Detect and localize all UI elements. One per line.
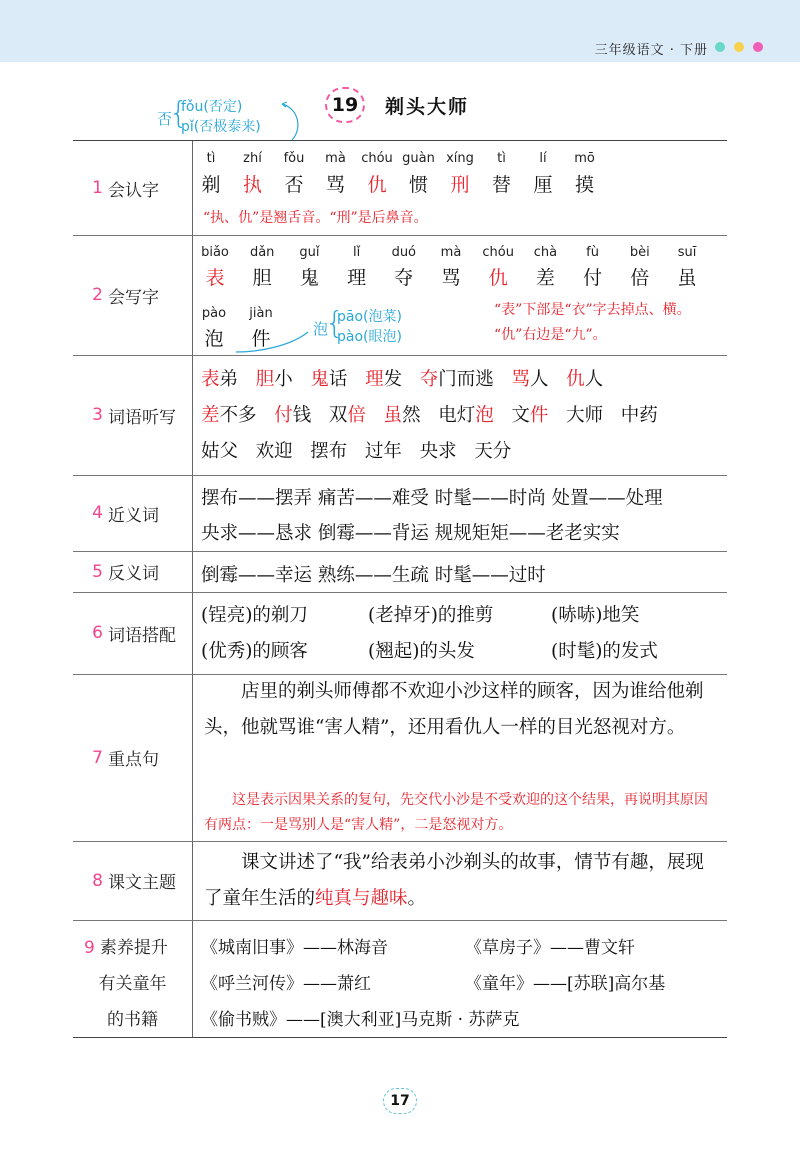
section-7-label (73, 674, 192, 841)
collocation-item: (翘起)的头发 (368, 641, 475, 662)
section-number: 9 (84, 938, 95, 958)
dictation-segment: 泡 (475, 405, 494, 426)
dictation-segment (257, 405, 275, 426)
study-table (73, 140, 727, 1038)
dictation-segment: 门而逃 (438, 369, 494, 390)
key-sentence-note: 这是表示因果关系的复句，先交代小沙是不受欢迎的这个结果，再说明其原因有两点：一是骂别人是“害人精”，二是怒视对方。 (204, 792, 708, 833)
section-number: 6 (92, 623, 103, 643)
polyphone-reading-1: fǒu(否定) (181, 99, 243, 115)
polyphone-reading-1: pāo(泡菜) (337, 309, 402, 325)
dictation-segment (366, 405, 384, 426)
recognize-pinyin: mà (325, 151, 346, 166)
dictation-segment: 钱 (292, 405, 312, 426)
dictation-segment: 件 (529, 405, 549, 426)
collocation-item: (老掉牙)的推剪 (368, 605, 494, 626)
polyphone-reading-2: pǐ(否极泰来) (181, 119, 261, 135)
write-pinyin: pào (201, 306, 227, 321)
write-pinyin: guǐ (299, 245, 320, 260)
dictation-segment: 话 (328, 369, 348, 390)
recognize-pinyin: zhí (243, 151, 262, 166)
write-char: 差 (535, 267, 555, 289)
pronunciation-note: “执、仇”是翘舌音。“刑”是后鼻音。 (203, 210, 428, 226)
antonym-line: 倒霉——幸运 熟练——生疏 时髦——过时 (201, 565, 546, 586)
write-char: 夺 (394, 267, 414, 289)
write-pinyin: suī (677, 245, 697, 260)
write-pinyin: chóu (482, 245, 514, 260)
write-pinyin: duó (391, 245, 417, 260)
write-char: 泡 (204, 328, 224, 350)
dictation-segment: 差 (201, 405, 220, 426)
section-3-label (73, 355, 192, 475)
write-pinyin: fù (586, 245, 599, 260)
dictation-segment: 姑父 欢迎 摆布 过年 央求 天分 (201, 441, 512, 462)
section-number: 5 (92, 561, 103, 582)
book-item: 《童年》——[苏联]高尔基 (465, 974, 666, 994)
write-char: 倍 (630, 267, 650, 289)
write-pinyin: dǎn (249, 245, 275, 260)
recognize-char: 执 (242, 174, 262, 196)
section-title: 近义词 (108, 505, 159, 526)
recognize-pinyin: lí (539, 151, 547, 166)
recognize-char: 摸 (574, 174, 594, 196)
synonym-line-1: 摆布——摆弄 痛苦——难受 时髦——时尚 处置——处理 (201, 488, 663, 509)
section-subtitle: 的书籍 (107, 1010, 158, 1030)
dictation-segment: 仇 (566, 369, 585, 390)
dictation-segment: 胆 (255, 369, 275, 390)
lesson-title: 剃头大师 (385, 95, 470, 118)
section-9-label (73, 920, 192, 1039)
brace-icon: { (169, 96, 189, 131)
write-pinyin: biǎo (201, 245, 229, 260)
collocation-item: (锃亮)的剃刀 (201, 605, 308, 626)
dictation-segment (494, 369, 512, 390)
write-char: 表 (205, 267, 225, 289)
write-char: 骂 (441, 267, 461, 289)
section-title: 词语搭配 (108, 625, 176, 646)
dictation-segment: 付 (274, 405, 293, 426)
write-char: 仇 (488, 267, 508, 289)
recognize-pinyin: tì (206, 151, 216, 166)
write-char: 鬼 (299, 267, 319, 289)
dictation-segment: 大师 中药 (548, 405, 658, 426)
dictation-segment (238, 369, 256, 390)
section-number: 1 (92, 178, 103, 198)
section-title: 素养提升 (99, 938, 168, 958)
book-item: 《偷书贼》——[澳大利亚]马克斯 · 苏萨克 (201, 1010, 520, 1030)
write-char: 付 (583, 267, 603, 289)
write-char: 虽 (677, 267, 697, 289)
book-item: 《城南旧事》——林海音 (201, 938, 388, 958)
page-number: 17 (383, 1088, 417, 1114)
section-number: 8 (92, 870, 103, 891)
collocation-item: (优秀)的顾客 (201, 641, 308, 662)
dictation-segment: 文 (493, 405, 530, 426)
dictation-segment: 人 (529, 369, 549, 390)
polyphone-char: 否 (157, 110, 173, 128)
dictation-line (201, 401, 658, 427)
write-pinyin: jiàn (249, 306, 273, 321)
write-pinyin: lǐ (352, 245, 361, 260)
section-1-label (73, 141, 192, 235)
dictation-segment: 骂 (511, 369, 530, 390)
lesson-number: 19 (325, 87, 365, 123)
collocation-item: (时髦)的发式 (551, 641, 658, 662)
dictation-segment: 表 (201, 369, 220, 390)
dictation-segment: 双 (311, 405, 348, 426)
dictation-segment (402, 369, 420, 390)
dictation-segment: 夺 (419, 369, 439, 390)
theme-paragraph (204, 845, 720, 917)
recognize-char: 仇 (367, 174, 387, 196)
section-6-label (73, 592, 192, 674)
section-4-label (73, 475, 192, 551)
recognize-pinyin: fǒu (283, 151, 305, 166)
section-2-label (73, 235, 192, 355)
section-5-label (73, 551, 192, 592)
recognize-char: 惯 (408, 174, 428, 196)
recognize-pinyin: tì (497, 151, 506, 166)
section-8-label (73, 841, 192, 920)
recognize-pinyin: chóu (361, 151, 393, 166)
book-header: 三年级语文 · 下册 (594, 43, 708, 58)
theme-text: 课文讲述了“我”给表弟小沙剃头的故事，情节有趣，展现了童年生活的 (204, 852, 704, 909)
dictation-line (201, 365, 603, 391)
key-sentence: 店里的剃头师傅都不欢迎小沙这样的顾客，因为谁给他剃头，他就骂谁“害人精”，还用看仇人一样的目光怒视对方。 (204, 681, 704, 738)
recognize-char: 替 (491, 174, 511, 196)
section-title: 词语听写 (108, 407, 176, 428)
recognize-char: 否 (284, 174, 304, 196)
write-pinyin: mà (440, 245, 462, 260)
write-char: 理 (347, 267, 367, 289)
brace-icon: { (325, 306, 345, 341)
dictation-segment: 小 (274, 369, 293, 390)
writing-note-2: “仇”右边是“九”。 (494, 327, 607, 343)
column-divider (192, 141, 193, 1037)
polyphone-reading-2: pào(眼泡) (337, 329, 402, 345)
lesson-heading (325, 87, 469, 123)
polyphone-char: 泡 (313, 320, 329, 338)
section-number: 4 (92, 503, 103, 523)
theme-text-end: 。 (407, 888, 427, 909)
collocation-item: (哧哧)地笑 (551, 605, 640, 626)
write-pinyin: bèi (629, 245, 650, 260)
dictation-segment: 人 (584, 369, 604, 390)
section-number: 7 (92, 747, 103, 768)
dictation-segment: 然 (402, 405, 421, 426)
section-title: 重点句 (108, 750, 159, 770)
dictation-segment: 虽 (383, 405, 403, 426)
dictation-segment: 电灯 (420, 405, 476, 426)
section-title: 会认字 (108, 180, 159, 201)
book-item: 《呼兰河传》——萧红 (201, 974, 371, 994)
dictation-segment: 发 (383, 369, 403, 390)
recognize-char: 骂 (325, 174, 345, 196)
section-subtitle: 有关童年 (98, 974, 167, 994)
book-item: 《草房子》——曹文轩 (465, 938, 635, 958)
theme-highlight: 纯真与趣味 (315, 888, 408, 909)
write-pinyin: chà (533, 245, 558, 260)
recognize-char: 剃 (201, 174, 221, 196)
dictation-segment (347, 369, 365, 390)
section-title: 会写字 (108, 287, 159, 308)
dictation-segment: 理 (365, 369, 384, 390)
recognize-pinyin: mō (574, 151, 595, 166)
dictation-segment: 鬼 (310, 369, 329, 390)
section-title: 课文主题 (108, 873, 176, 893)
synonym-line-2: 央求——恳求 倒霉——背运 规规矩矩——老老实实 (201, 523, 620, 544)
section-number: 2 (92, 285, 103, 305)
recognize-pinyin: guàn (402, 151, 435, 166)
dictation-segment: 不多 (219, 405, 257, 426)
section-title: 反义词 (108, 564, 159, 584)
write-char: 胆 (252, 267, 272, 289)
dictation-segment (293, 369, 311, 390)
write-char: 件 (251, 328, 271, 350)
recognize-char: 刑 (450, 174, 470, 196)
recognize-pinyin: xíng (446, 151, 474, 166)
dictation-segment: 倍 (347, 405, 366, 426)
dictation-segment: 弟 (219, 369, 239, 390)
dictation-line (201, 437, 511, 463)
recognize-char: 厘 (533, 174, 553, 196)
writing-note-1: “表”下部是“衣”字去掉点、横。 (494, 302, 691, 318)
dictation-segment (548, 369, 566, 390)
section-number: 3 (92, 405, 103, 425)
